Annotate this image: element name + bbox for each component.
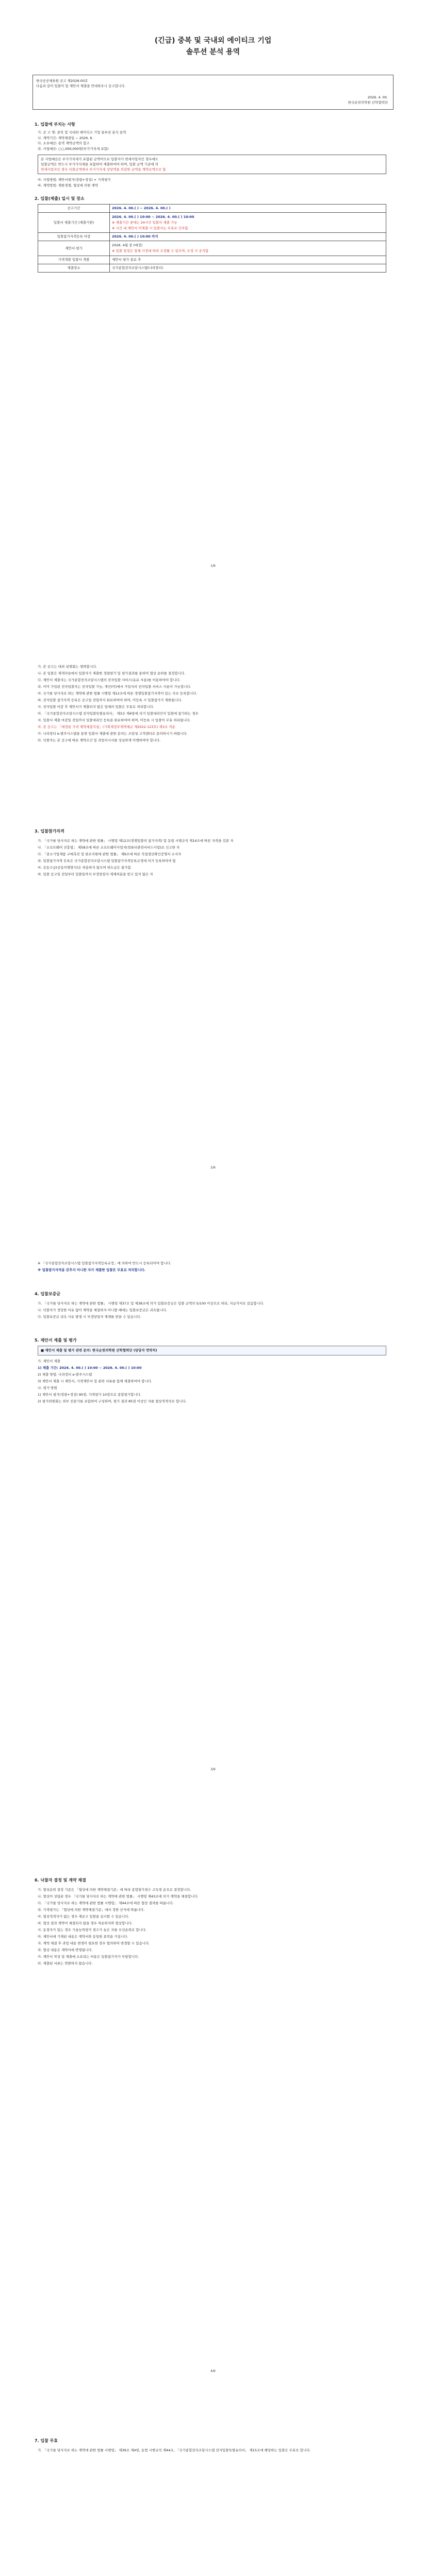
list-item: 아. 「국가종합전자조달시스템 전자입찰특별유의서」 제3조 제4항에 의거 입찰대리인이 입찰에 참가하는 경우 (38, 711, 199, 716)
list-item: 가. 본 공고는 내외 설명회는 생략합니다. (38, 665, 97, 669)
section-body (38, 1300, 388, 1320)
list-item: 가. 「국가를 당사자로 하는 계약에 관한 법률」 시행령 제12조(경쟁입찰의 참가자격) 및 동법 시행규칙 제14조에 따른 자격을 갖춘 자 (38, 839, 234, 843)
list-item: 다. 「중소기업제품 구매촉진 및 판로지원에 관한 법률」 제9조에 따른 직접생산확인증명서 소지자 (38, 852, 182, 856)
list-item: 나. 낙찰자가 정당한 이유 없이 계약을 체결하지 아니할 때에는 입찰보증금은 귀속됩니다. (38, 1308, 167, 1312)
list-item: 다. 「국가를 당사자로 하는 계약에 관한 법률 시행령」 제44조에 따른 협상 절차를 따릅니다. (38, 1901, 174, 1905)
list-item: 라. 입찰참가자격 등록은 국가종합전자조달시스템 입찰참가자격등록규정에 의거 등록하여야 함 (38, 859, 176, 863)
title-line-1: (긴급) 중복 및 국내외 에이티크 기업 (154, 37, 272, 45)
table-cell: 입찰서 제출기간 (제출기한) (38, 213, 110, 233)
list-item: 2) 평가위원회는 외부 전문가를 포함하여 구성하며, 평가 결과 85점 이상인 자를 협상적격자로 합니다. (38, 1399, 187, 1403)
notice-line: 다음과 같이 입찰이 및 제안서 제출을 안내하오니 공고합니다. (36, 84, 126, 88)
table-row (38, 233, 386, 241)
section-body (38, 664, 388, 744)
page-1 (0, 0, 426, 602)
list-item: 나. 본 입찰은 제개자들에서 입찰자가 제출한 정량평가 및 평가결과를 통하여 협상 순위를 결정합니다. (38, 671, 186, 675)
page-number: 3/6 (210, 1768, 216, 1771)
table-cell: 제안서 평가 (38, 241, 110, 256)
notice-date: 2026. 4. 00. (367, 95, 388, 99)
list-item: 가. 협상순위 결정 기준은 「협상에 의한 계약체결기준」에 따라 종합평가점수 고득점 순으로 결정합니다. (38, 1888, 191, 1892)
list-item: 사. 전자입찰 마감 후 제안서가 제출되지 않은 업체의 입찰은 무효로 처리합니다. (38, 705, 154, 709)
page-5 (0, 2407, 426, 2576)
list-item: 다. 제안서 제출자는 국가종합전자조달시스템의 전자입찰 서비스(유료 사용)를 이용하여야 합니다. (38, 678, 181, 682)
table-row (38, 241, 386, 256)
list-item: ※ 입찰참가자격을 갖추지 아니한 자가 제출한 입찰은 무효로 처리합니다. (38, 1268, 145, 1272)
section-title: 7. 입찰 무효 (35, 2438, 58, 2443)
list-item: 바. 협상 결과 계약이 체결되지 않을 경우 차순위자와 협상합니다. (38, 1921, 133, 1925)
list-item: 마. 협상적격자가 없는 경우 재공고 입찰을 실시할 수 있습니다. (38, 1914, 129, 1919)
cell-note: ※ 제출기간 중에는 24시간 입찰서 제출 가능 (112, 220, 177, 225)
list-item: 카. 제안서 작성 및 제출에 소요되는 비용은 입찰참가자가 부담합니다. (38, 1955, 139, 1959)
page-2 (0, 602, 426, 1204)
section-title: 6. 낙찰자 결정 및 계약 체결 (35, 1878, 86, 1883)
table-cell: 가격개찰 입찰서 개찰 (38, 256, 110, 264)
page-4 (0, 1805, 426, 2407)
section-body (38, 838, 388, 878)
table-row (38, 205, 386, 213)
cell-note: ※ 시간 내 제안서 미제출 시 입찰서는 무효로 간주함 (112, 226, 188, 230)
list-item: 바. 입찰 공고일 전일부터 입찰일까지 부정당업자 제재처분을 받고 있지 않은 자 (38, 872, 153, 876)
box-line: 본 사업예산은 부가가치세가 포함된 금액이므로 입찰자가 면세사업자인 경우에도 (41, 157, 158, 161)
notice-issuer: 한국순천의학원 산학협력단 (348, 100, 388, 105)
table-cell: 제안서 평가 종료 후 (110, 256, 386, 264)
section-body (38, 1887, 388, 1967)
list-item: 나. 평가 방법 (38, 1386, 57, 1390)
list-item: 차. 본 공고는 「예정된 가격 계약체결지침」(기획재정부계약예규 제2022-123호) 제3조 적용 (38, 725, 175, 729)
list-item: 라. 사업예산: ○○,000,000원(부가가치세 포함) (38, 146, 109, 151)
list-item: 아. 제안서에 기재된 내용은 계약서와 동일한 효력을 가집니다. (38, 1935, 128, 1939)
section-title: 5. 제안서 제출 및 평가 (35, 1338, 77, 1343)
notice-line: 한국공공체육원 공고 제2026-00호 (36, 79, 88, 83)
page-number: 2/6 (210, 1166, 216, 1170)
cell-main: 2026. 4월 중 (예정) (112, 243, 143, 247)
schedule-table (38, 204, 386, 273)
list-item: 사. 동점자가 있는 경우 기술능력평가 점수가 높은 자를 우선순위로 합니다. (38, 1928, 147, 1932)
budget-note-box (38, 155, 386, 174)
section-body (38, 1260, 388, 1274)
page-3 (0, 1204, 426, 1805)
inquiry-bar: ■ 제안서 제출 및 평가 관련 문의: 한국순천의학원 산학협력단 (담당자 연락처) (38, 1346, 386, 1355)
list-item: 마. 공동수급(공동이행방식)은 허용하지 않으며 하도급은 불가함 (38, 866, 131, 870)
page-number: 4/6 (210, 2369, 216, 2373)
list-item: 라. 이미 가입된 전자입찰자는 전자입찰 가능, 개인(미)에서 가입자의 전자입찰 서비스 사용이 가능합니다. (38, 685, 191, 689)
list-item: 가. 제안서 제출 (38, 1359, 60, 1363)
table-cell: 입찰참가자격등록 마감 (38, 233, 110, 241)
section-title: 1. 입찰에 부치는 사항 (35, 122, 75, 127)
table-cell (110, 213, 386, 233)
table-cell: 2026. 4. 00.( ) ~ 2026. 4. 00.( ) (110, 205, 386, 213)
list-item: 3) 제안서 제출 시 제안서, 가격제안서 및 관련 서류를 함께 제출하여야 합니다. (38, 1379, 152, 1383)
list-item: 2) 제출 방법: 나라장터 e-발주시스템 (38, 1372, 92, 1377)
list-item: 가. 「국가를 당사자로 하는 계약에 관한 법률」 시행령 제37조 및 제38조에 의거 입찰보증금은 입찰 금액의 5/100 이상으로 하되, 지급각서로 갈음합니다. (38, 1301, 265, 1306)
list-item: 바. 계약방법: 제한경쟁, 협상에 의한 계약 (38, 183, 99, 188)
table-cell: 공고기간 (38, 205, 110, 213)
list-item: 타. 제출된 서류는 반환하지 않습니다. (38, 1961, 93, 1965)
list-item: 1) 제안서 평가(정량+정성) 90점, 가격평가 10점으로 종합평가합니다. (38, 1393, 141, 1397)
table-row (38, 264, 386, 273)
list-item: 1) 제출 기간: 2026. 4. 00.( ) 10:00 ~ 2026. 4. 00.( ) 10:00 (38, 1366, 142, 1370)
list-item: 라. 가격평가는 「협상에 의한 계약체결기준」에서 정한 산식에 따릅니다. (38, 1908, 145, 1912)
box-line: 면세사업자인 경우 낙찰금액에서 부가가치세 상당액을 차감한 금액을 계약금액으로 함 (41, 167, 166, 172)
cell-note: ※ 입찰 일정은 업체 사정에 따라 조정될 수 있으며, 조정 시 공지함 (112, 249, 209, 253)
table-cell (110, 241, 386, 256)
list-item: 나. 협상이 성립된 경우 「국가를 당사자로 하는 계약에 관한 법률」 시행령 제43조에 의거 계약을 체결합니다. (38, 1894, 199, 1899)
list-item: 마. 국가를 당사자로 하는 계약에 관한 법률 시행령 제12조에 따른 경쟁입찰참가자격이 있는 자로 등록합니다. (38, 691, 198, 696)
table-cell: 제출장소 (38, 264, 110, 273)
list-item: 차. 협상 내용은 계약서에 반영됩니다. (38, 1948, 93, 1952)
list-item: 다. 소요예산: 용역 계약금액의 합고 (38, 141, 90, 145)
list-item: 나. 「소프트웨어 진흥법」 제58조에 따른 소프트웨어사업자(컴퓨터관련서비스사업)로 신고한 자 (38, 845, 180, 850)
section-title: 4. 입찰보증금 (35, 1292, 61, 1296)
section-body (38, 177, 388, 188)
section-body (38, 2447, 388, 2454)
table-cell: 2026. 4. 00.( ) 10:00 까지 (110, 233, 386, 241)
list-item: 바. 전자입찰 참가자격 등록은 공고일 전일까지 완료하여야 하며, 미등록 시 입찰참가가 제한됩니다. (38, 698, 183, 702)
list-item: 다. 입찰보증금 귀속 사유 발생 시 부정당업자 제재를 받을 수 있습니다. (38, 1315, 141, 1319)
page-number: 1/6 (210, 564, 216, 568)
table-row (38, 213, 386, 233)
list-item: 가. 「국가를 당사자로 하는 계약에 관한 법률 시행령」 제39조 제4항, 동법 시행규칙 제44조, 「국가종합전자조달시스템 전자입찰특별유의서」 제15조에 해당하는 입찰은 무효로 합니다. (38, 2448, 311, 2452)
list-item: 자. 입찰서 제출 마감일 전일까지 입찰대리인 등록을 완료하여야 하며, 미등록 시 입찰이 무효 처리됩니다. (38, 718, 191, 722)
title-line-2: 솔루션 분석 용역 (186, 48, 240, 56)
list-item: 나. 계약기간: 계약체결일 ~ 2026. 6. (38, 135, 93, 140)
list-item: 타. 낙찰자는 본 공고에 따른 계약조건 및 과업지시서를 성실하게 이행하여야 합니다. (38, 738, 161, 742)
section-body (38, 130, 388, 151)
list-item: 마. 사업방법: 제안서평가(정량+정성) + 가격평가 (38, 178, 111, 182)
table-cell: 국가종합전자조달시스템(나라장터) (110, 264, 386, 273)
section-title: 2. 입찰(제출) 일시 및 장소 (35, 196, 85, 201)
list-item: ※ 「국가종합전자조달시스템 입찰참가자격등록규정」에 의하여 반드시 등록되어야 합니다. (38, 1261, 171, 1265)
list-item: 자. 계약 체결 후 과업 내용 변경이 필요한 경우 협의하여 변경할 수 있습니다. (38, 1941, 150, 1945)
table-row (38, 256, 386, 264)
box-line: 입찰금액은 반드시 부가가치세를 포함하여 제출하여야 하며, 입찰 금액 기준에 의 (41, 162, 158, 166)
section-title: 3. 입찰참가자격 (35, 829, 64, 834)
notice-box (32, 75, 394, 110)
list-item: 카. 나라장터 e-발주시스템을 통한 입찰서 제출에 관한 문의는 조달청 고객센터로 문의하시기 바랍니다. (38, 732, 188, 736)
section-body (38, 1358, 388, 1405)
list-item: 가. 공 고 명: 중복 및 국내외 에이티크 기업 솔루션 분석 용역 (38, 130, 126, 134)
cell-main: 2026. 4. 00.( ) 10:00 ~ 2026. 4. 00.( ) 10:00 (112, 214, 194, 219)
